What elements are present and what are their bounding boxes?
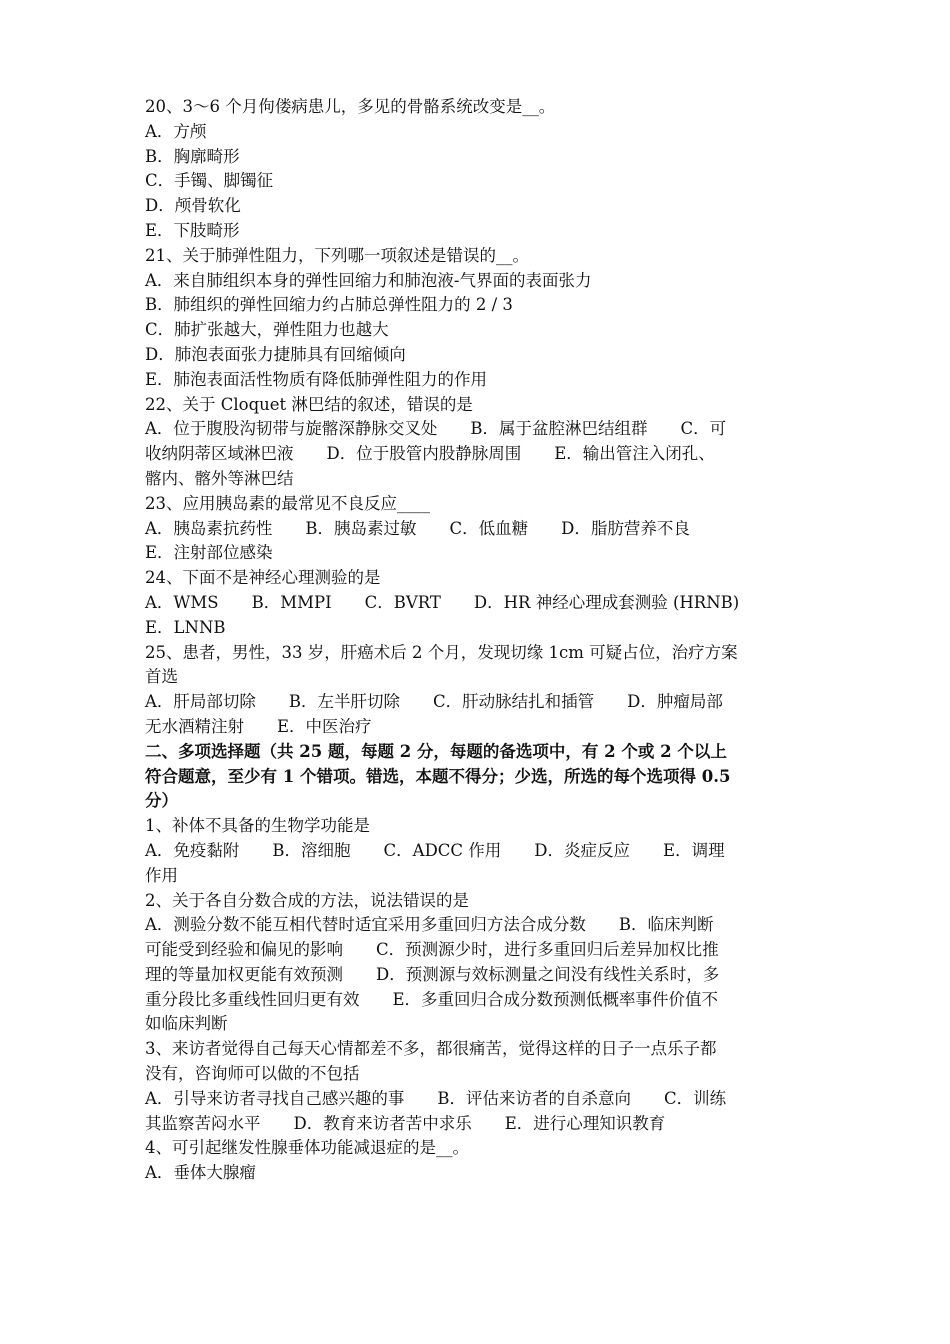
text-line: E．肺泡表面活性物质有降低肺弹性阻力的作用 [145, 369, 488, 389]
text-line: 24、下面不是神经心理测验的是 [145, 568, 381, 588]
text-line: B．胸廓畸形 [145, 146, 240, 166]
section-heading-line: 二、多项选择题（共 25 题，每题 2 分，每题的备选项中，有 2 个或 2 个以上 [145, 741, 727, 761]
text-line: D．肺泡表面张力捷肺具有回缩倾向 [145, 344, 406, 364]
text-line: A．胰岛素抗药性 B．胰岛素过敏 C．低血糖 D．脂肪营养不良 [145, 518, 690, 538]
text-line: 4、可引起继发性腺垂体功能减退症的是__。 [145, 1138, 469, 1158]
text-line: 20、3～6 个月佝偻病患儿，多见的骨骼系统改变是__。 [145, 97, 556, 116]
text-line: A．位于腹股沟韧带与旋髂深静脉交叉处 B．属于盆腔淋巴结组群 C．可 [145, 419, 727, 439]
text-line: 25、患者，男性，33 岁，肝癌术后 2 个月，发现切缘 1cm 可疑占位，治疗方案 [145, 642, 738, 662]
section-heading-line: 分） [145, 791, 178, 811]
text-line: 理的等量加权更能有效预测 D．预测源与效标测量之间没有线性关系时，多 [145, 964, 720, 984]
text-line: E．下肢畸形 [145, 220, 240, 240]
text-line: 如临床判断 [145, 1014, 228, 1034]
text-line: E．注射部位感染 [145, 543, 273, 563]
text-line: 3、来访者觉得自己每天心情都差不多，都很痛苦，觉得这样的日子一点乐子都 [145, 1039, 717, 1059]
text-line: 无水酒精注射 E．中医治疗 [145, 716, 372, 736]
text-line: 髂内、髂外等淋巴结 [145, 468, 294, 488]
text-line: A．方颅 [145, 121, 207, 141]
text-line: 没有，咨询师可以做的不包括 [145, 1064, 360, 1084]
text-line: 1、补体不具备的生物学功能是 [145, 816, 370, 836]
text-line: 22、关于 Cloquet 淋巴结的叙述，错误的是 [145, 394, 473, 414]
text-line: C．肺扩张越大，弹性阻力也越大 [145, 320, 389, 340]
text-line: D．颅骨软化 [145, 196, 241, 216]
section-heading-line: 符合题意，至少有 1 个错项。错选，本题不得分；少选，所选的每个选项得 0.5 [145, 766, 731, 786]
text-line: A．来自肺组织本身的弹性回缩力和肺泡液-气界面的表面张力 [145, 270, 592, 290]
text-line: A．免疫黏附 B．溶细胞 C．ADCC 作用 D．炎症反应 E．调理 [145, 840, 725, 860]
text-line: A．肝局部切除 B．左半肝切除 C．肝动脉结扎和插管 D．肿瘤局部 [145, 692, 723, 712]
text-line: 其监察苦闷水平 D．教育来访者苦中求乐 E．进行心理知识教育 [145, 1113, 666, 1133]
text-line: 23、应用胰岛素的最常见不良反应____ [145, 493, 430, 513]
text-line: A．引导来访者寻找自己感兴趣的事 B．评估来访者的自杀意向 C．训练 [145, 1088, 727, 1108]
text-line: 21、关于肺弹性阻力，下列哪一项叙述是错误的__。 [145, 245, 529, 265]
text-line: A．垂体大腺瘤 [145, 1163, 256, 1183]
document-page [145, 95, 807, 1186]
text-line: 重分段比多重线性回归更有效 E．多重回归合成分数预测低概率事件价值不 [145, 989, 719, 1009]
text-line: E．LNNB [145, 617, 226, 637]
text-line: C．手镯、脚镯征 [145, 171, 274, 191]
text-line: 2、关于各自分数合成的方法，说法错误的是 [145, 890, 469, 910]
text-line: 作用 [145, 865, 178, 885]
text-line: 可能受到经验和偏见的影响 C．预测源少时，进行多重回归后差异加权比推 [145, 940, 719, 960]
text-line: B．肺组织的弹性回缩力约占肺总弹性阻力的 2 / 3 [145, 295, 513, 315]
text-line: A．WMS B．MMPI C．BVRT D．HR 神经心理成套测验 (HRNB) [145, 592, 740, 612]
text-line: A．测验分数不能互相代替时适宜采用多重回归方法合成分数 B．临床判断 [145, 915, 714, 935]
text-line: 首选 [145, 667, 178, 687]
text-line: 收纳阴蒂区域淋巴液 D．位于股管内股静脉周围 E．输出管注入闭孔、 [145, 444, 715, 464]
